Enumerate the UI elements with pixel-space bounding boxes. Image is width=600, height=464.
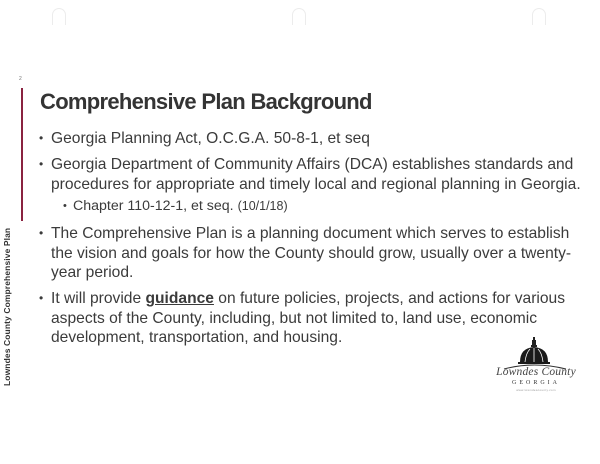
bullet-item — [39, 224, 589, 282]
sub-bullet-date: (10/1/18) — [237, 199, 288, 214]
accent-bar — [21, 88, 23, 221]
slide-title: Comprehensive Plan Background — [40, 89, 372, 114]
bullet-list — [39, 129, 589, 355]
sub-bullet-text: Chapter 110-12-1, et seq. — [73, 198, 234, 215]
sub-bullet-item — [39, 197, 589, 216]
punch-hole — [532, 8, 546, 25]
bullet-text: Georgia Department of Community Affairs (DCA) establishes standards and procedures for appropriate and timely local and regional planning in Georgia. — [51, 156, 581, 193]
bullet-text-after: on future policies, projects, and actions for various aspects of the County, including, but not limited to, land use, economic development, transportation, and housing. — [51, 290, 565, 347]
bullet-icon: • — [39, 157, 44, 172]
bullet-icon: • — [63, 200, 67, 213]
bullet-item — [39, 155, 589, 194]
bullet-text: The Comprehensive Plan is a planning document which serves to establish the vision and goals for how the County should grow, usually over a twenty-year period. — [51, 225, 572, 282]
county-logo — [492, 336, 580, 396]
bullet-icon: • — [39, 291, 44, 306]
bullet-icon: • — [39, 131, 44, 145]
bullet-text-before: It will provide — [51, 290, 142, 308]
logo-url: www.lowndescounty.com — [516, 388, 556, 392]
courthouse-dome-icon — [492, 336, 580, 370]
punch-hole — [52, 8, 66, 25]
bullet-item — [39, 129, 589, 148]
punch-hole — [292, 8, 306, 25]
bullet-icon: • — [39, 226, 44, 241]
logo-county-name: Lowndes County — [496, 366, 576, 378]
logo-state: GEORGIA — [512, 380, 560, 386]
sidebar-label: Lowndes County Comprehensive Plan — [2, 227, 12, 386]
bullet-text: Georgia Planning Act, O.C.G.A. 50-8-1, et seq — [51, 130, 370, 147]
emphasis-text: guidance — [145, 290, 214, 308]
slide-number: 2 — [19, 76, 22, 82]
